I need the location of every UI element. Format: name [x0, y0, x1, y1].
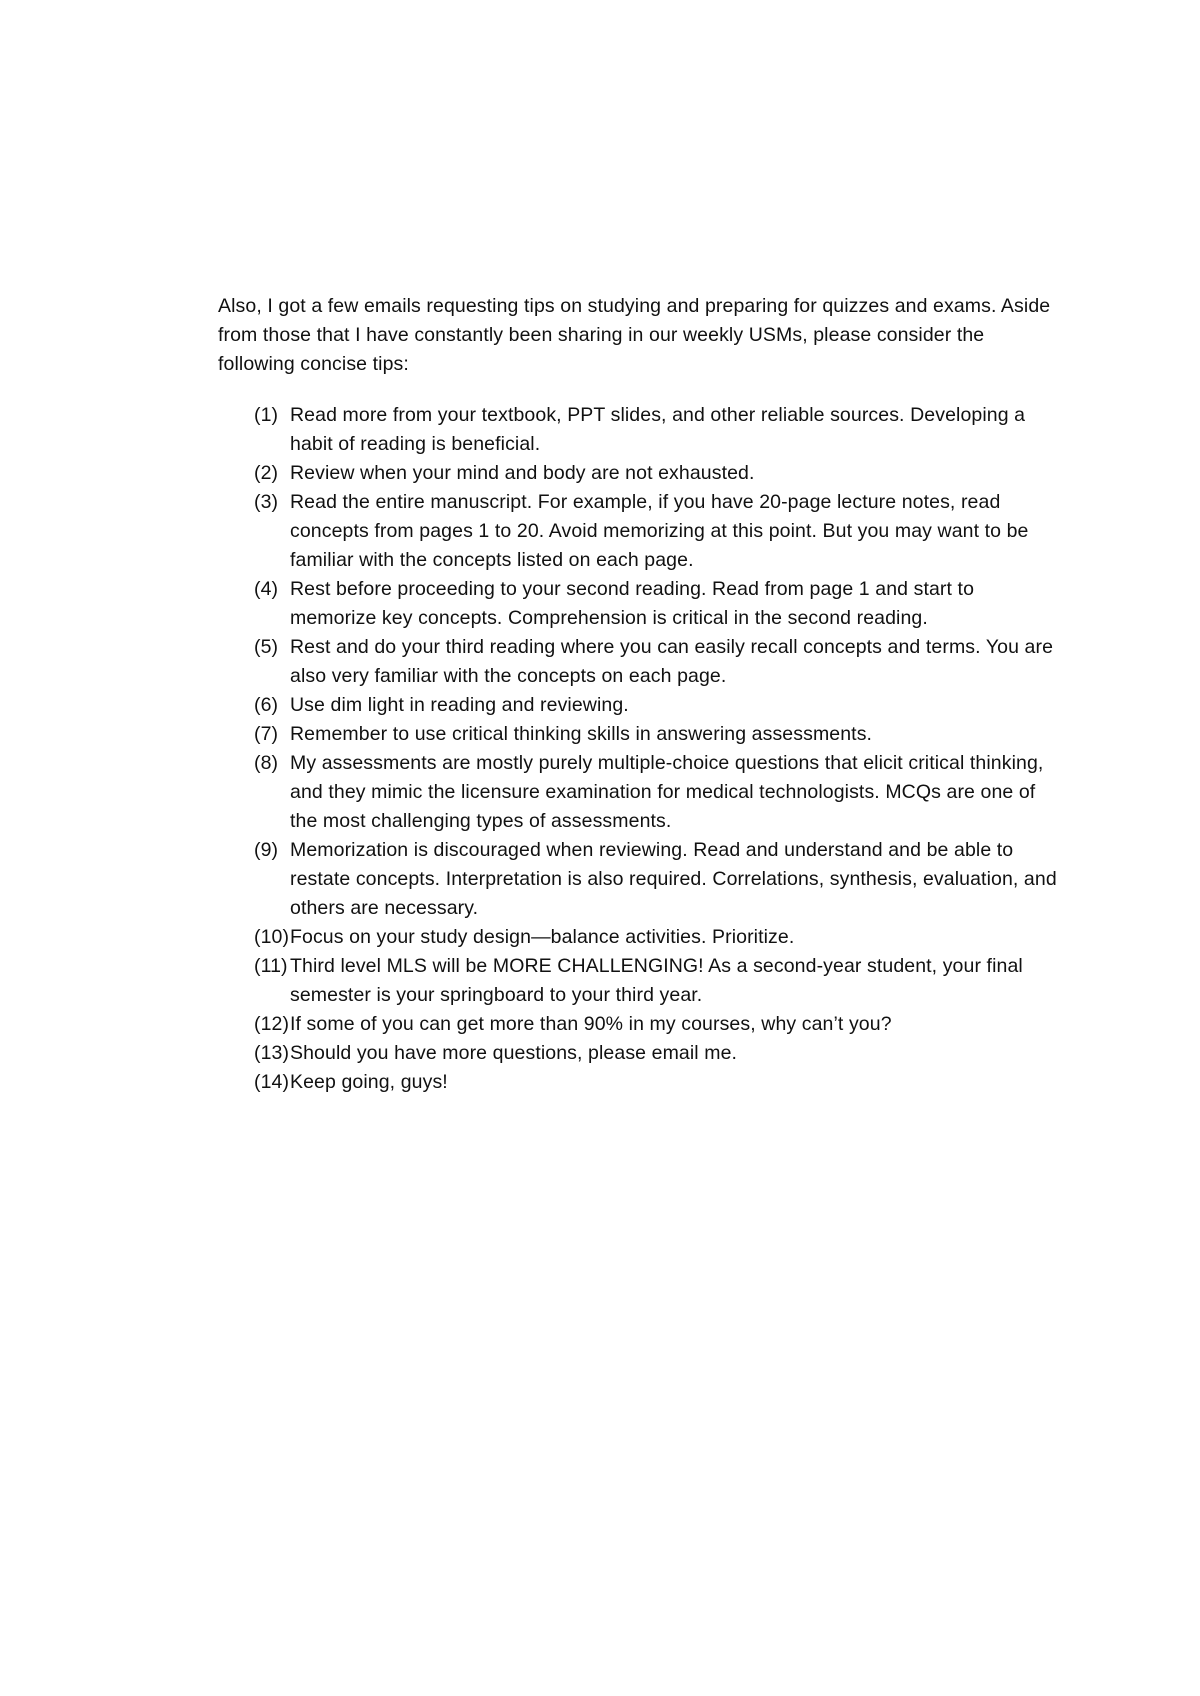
tip-number: (11) — [254, 955, 288, 977]
tip-number: (13) — [254, 1042, 290, 1064]
tip-item — [218, 488, 1058, 575]
tip-number: (12) — [254, 1013, 290, 1035]
tip-item — [218, 720, 1058, 749]
tip-text: My assessments are mostly purely multiple-choice questions that elicit critical thinking, and they mimic the licensure examination for medical technologists. MCQs are one of the most challenging types of assessments. — [290, 752, 1044, 832]
tip-item — [218, 575, 1058, 633]
tip-text: If some of you can get more than 90% in my courses, why can’t you? — [290, 1013, 892, 1035]
tip-number: (4) — [254, 578, 279, 600]
tip-number: (6) — [254, 694, 279, 716]
tip-item — [218, 952, 1058, 1010]
tip-text: Memorization is discouraged when reviewing. Read and understand and be able to restate concepts. Interpretation is also required. Correlations, synthesis, evaluation, and others are necessary. — [290, 839, 1057, 919]
tip-text: Keep going, guys! — [290, 1071, 448, 1093]
tip-item — [218, 633, 1058, 691]
document-body — [218, 292, 1058, 1097]
tip-text: Read more from your textbook, PPT slides, and other reliable sources. Developing a habit of reading is beneficial. — [290, 404, 1026, 455]
tip-number: (9) — [254, 839, 279, 861]
tip-number: (14) — [254, 1071, 290, 1093]
tip-item — [218, 691, 1058, 720]
tip-text: Rest before proceeding to your second reading. Read from page 1 and start to memorize key concepts. Comprehension is critical in the second reading. — [290, 578, 975, 629]
tips-list — [218, 401, 1058, 1097]
tip-item — [218, 923, 1058, 952]
tip-number: (5) — [254, 636, 279, 658]
tip-item — [218, 1039, 1058, 1068]
tip-text: Review when your mind and body are not exhausted. — [290, 462, 755, 484]
tip-number: (8) — [254, 752, 279, 774]
tip-text: Remember to use critical thinking skills in answering assessments. — [290, 723, 873, 745]
tip-text: Should you have more questions, please email me. — [290, 1042, 738, 1064]
tip-text: Rest and do your third reading where you can easily recall concepts and terms. You are also very familiar with the concepts on each page. — [290, 636, 1054, 687]
tip-number: (10) — [254, 926, 290, 948]
tip-item — [218, 749, 1058, 836]
tip-item — [218, 459, 1058, 488]
tip-number: (3) — [254, 491, 279, 513]
tip-text: Read the entire manuscript. For example, if you have 20-page lecture notes, read concepts from pages 1 to 20. Avoid memorizing at this point. But you may want to be familiar with the concepts listed on each page. — [290, 491, 1029, 571]
tip-number: (2) — [254, 462, 279, 484]
tip-text: Third level MLS will be MORE CHALLENGING! As a second-year student, your final semester is your springboard to your third year. — [290, 955, 1023, 1006]
intro-paragraph: Also, I got a few emails requesting tips on studying and preparing for quizzes and exams. Aside from those that I have constantly been sharing in our weekly USMs, please consider the following concise tips: — [218, 295, 1051, 375]
tip-item — [218, 1068, 1058, 1097]
tip-item — [218, 1010, 1058, 1039]
tip-text: Focus on your study design—balance activities. Prioritize. — [290, 926, 795, 948]
tip-text: Use dim light in reading and reviewing. — [290, 694, 629, 716]
tip-number: (1) — [254, 404, 279, 426]
tip-item — [218, 401, 1058, 459]
tip-item — [218, 836, 1058, 923]
tip-number: (7) — [254, 723, 279, 745]
